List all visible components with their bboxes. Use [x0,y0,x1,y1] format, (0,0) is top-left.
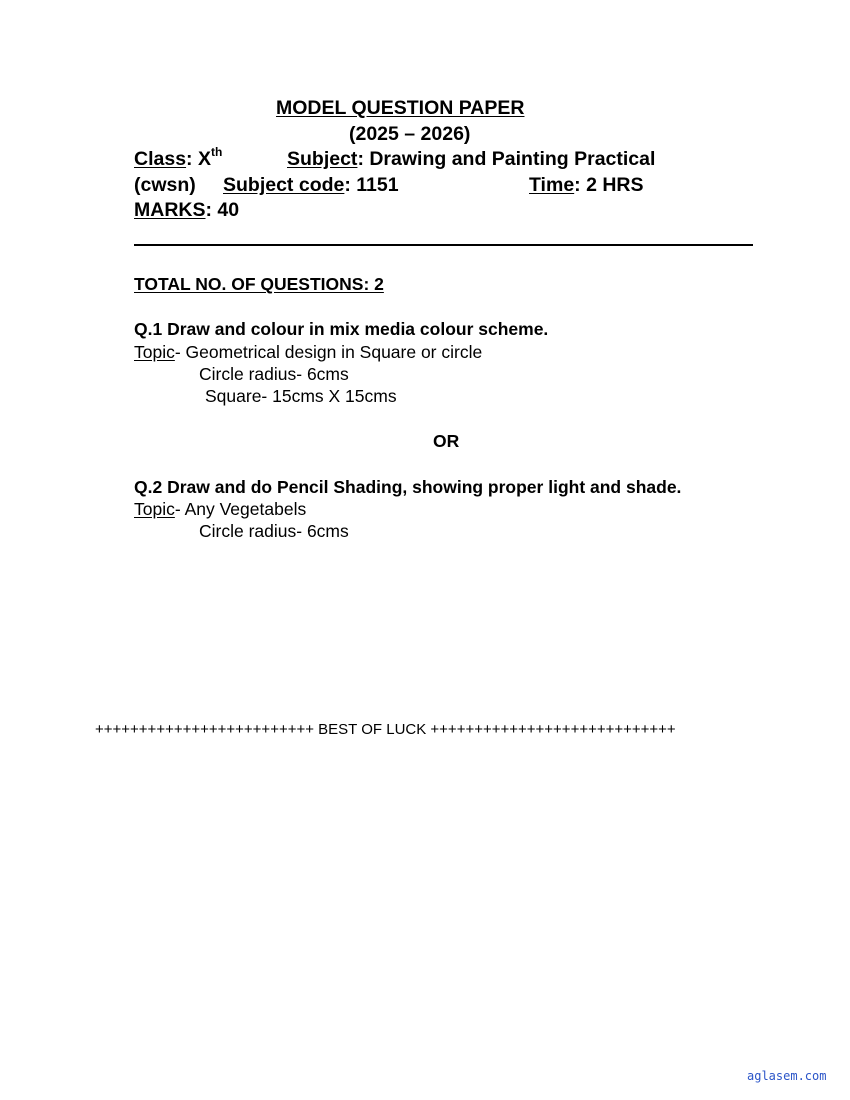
cwsn-label: (cwsn) [134,174,196,196]
question-1-square-size: Square- 15cms X 15cms [205,386,397,406]
subject-label: Subject [287,148,358,170]
total-questions: TOTAL NO. OF QUESTIONS: 2 [134,274,384,294]
question-1-topic-text: - Geometrical design in Square or circle [174,342,483,362]
question-1-circle-radius: Circle radius- 6cms [199,364,349,384]
question-2-circle-radius: Circle radius- 6cms [199,521,349,541]
question-1-topic-label: Topic [134,342,175,362]
paper-title: MODEL QUESTION PAPER [276,97,525,119]
source-watermark: aglasem.com [747,1069,827,1083]
question-1: Q.1 Draw and colour in mix media colour scheme. [134,319,549,339]
time-label: Time [529,174,575,196]
question-1-topic [134,341,482,363]
subject-code-value: : 1151 [344,174,399,196]
class-label: Class [134,148,187,170]
time-line [529,173,644,197]
question-2-topic-text: - Any Vegetabels [174,499,307,519]
class-superscript: th [210,144,223,159]
subject-value: : Drawing and Painting Practical [357,148,656,170]
marks-line [134,198,239,222]
class-line [134,144,223,171]
session-years: (2025 – 2026) [349,123,471,145]
time-value: : 2 HRS [574,174,644,196]
subject-code-label: Subject code [223,174,345,196]
question-2-topic [134,498,306,520]
subject-line [287,147,655,171]
question-2: Q.2 Draw and do Pencil Shading, showing proper light and shade. [134,477,682,497]
best-of-luck-footer: +++++++++++++++++++++++++ BEST OF LUCK ++++++++++++++++++++++++++++ [95,721,676,738]
or-separator: OR [433,431,460,451]
marks-value: : 40 [205,199,240,221]
header-divider [134,244,753,246]
question-2-topic-label: Topic [134,499,175,519]
class-value: : X [186,148,211,170]
marks-label: MARKS [134,199,206,221]
subject-code-line [223,173,399,197]
